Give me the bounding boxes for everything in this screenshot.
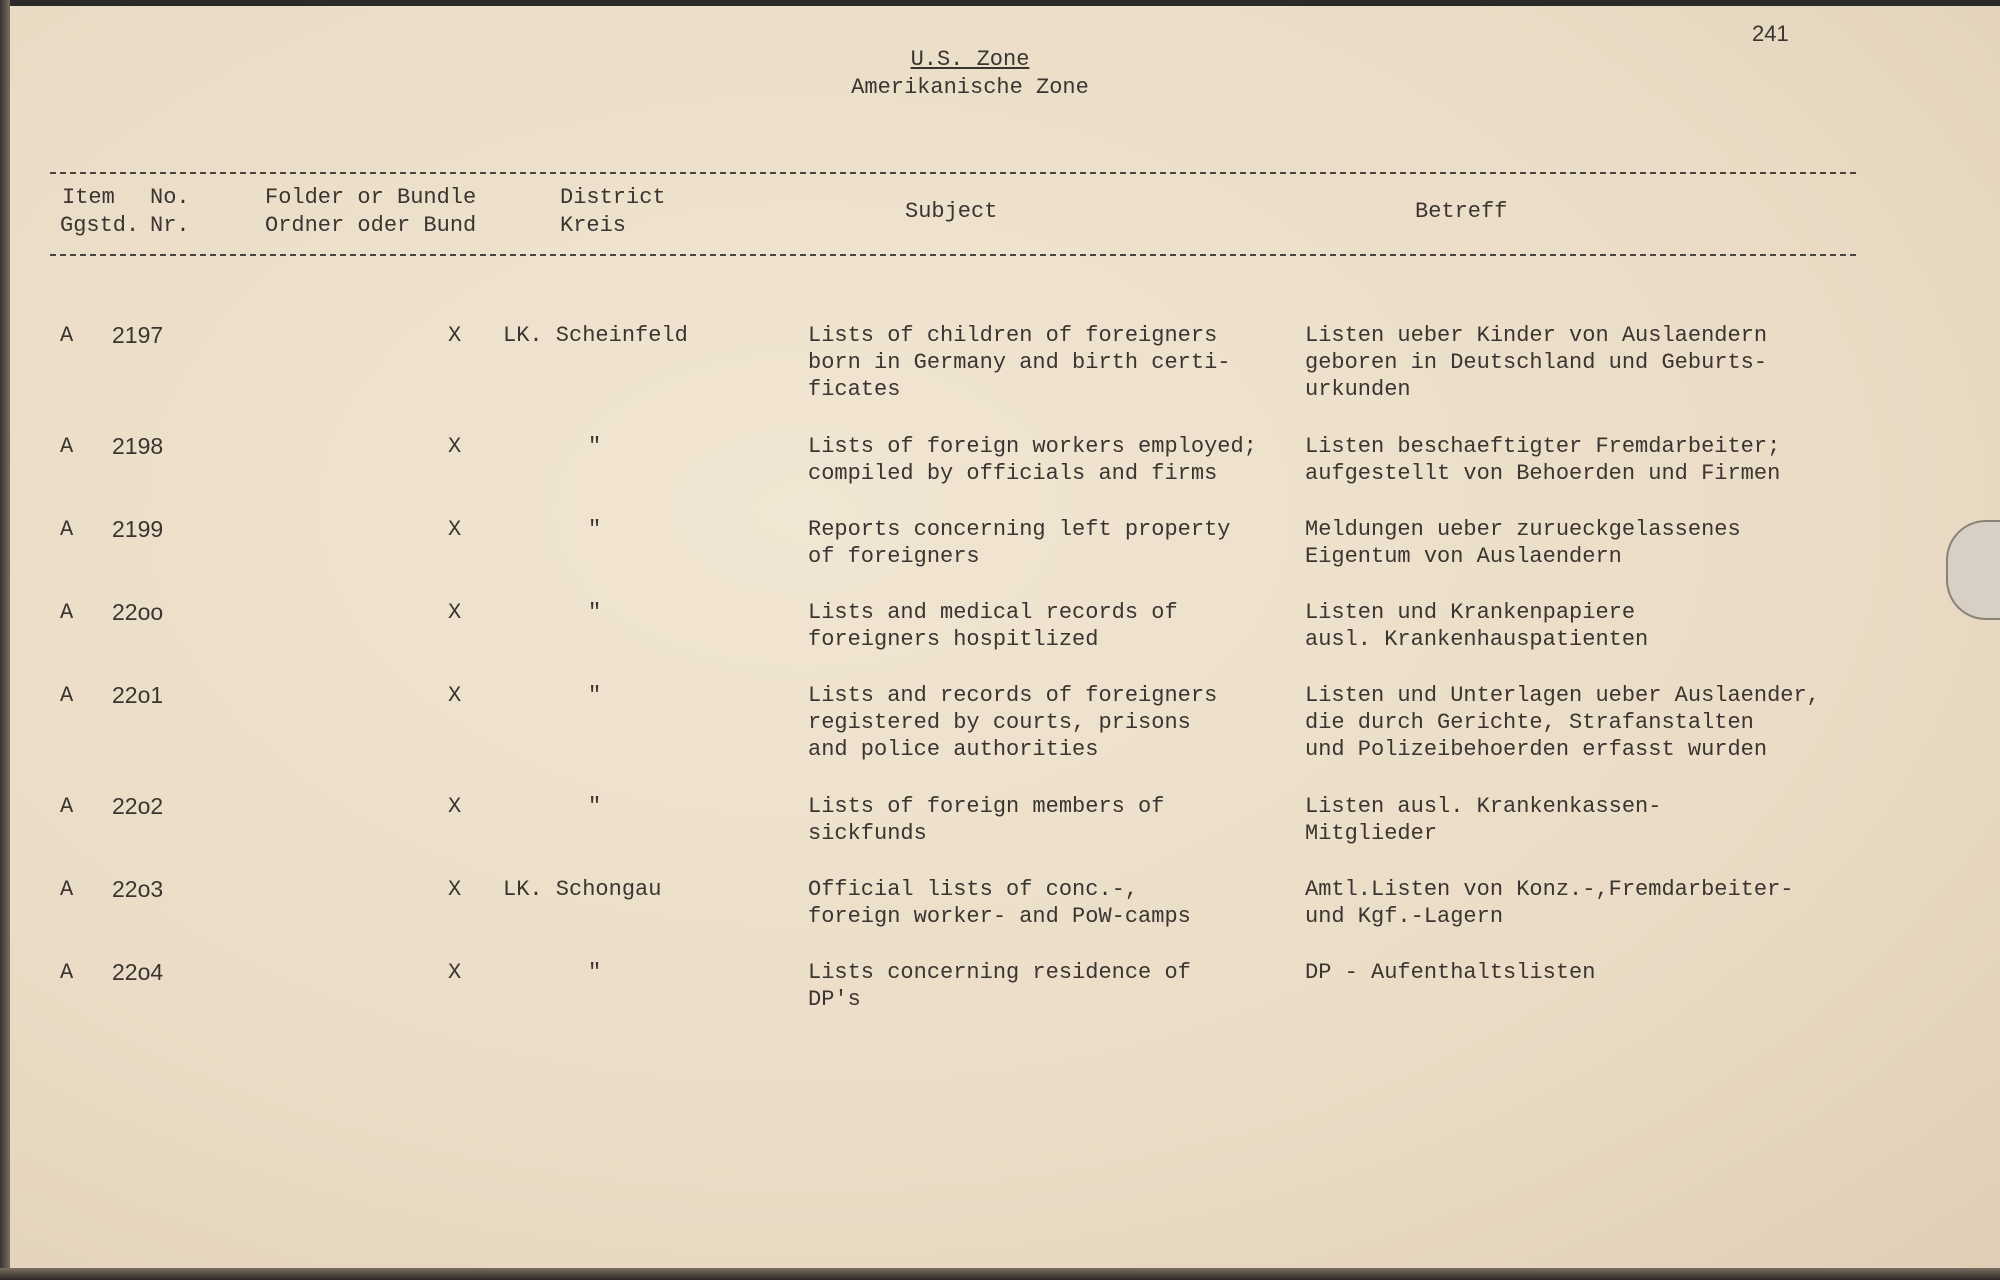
row-mark: X bbox=[448, 517, 462, 542]
row-item: A bbox=[60, 960, 74, 985]
row-mark: X bbox=[448, 323, 462, 348]
page-subtitle: Amerikanische Zone bbox=[851, 75, 1089, 100]
row-district: " bbox=[588, 794, 602, 819]
row-subject: Lists and medical records of foreigners hospitlized bbox=[808, 600, 1178, 652]
row-betreff: Listen ausl. Krankenkassen- Mitglieder bbox=[1305, 794, 1662, 846]
row-item: A bbox=[60, 600, 74, 625]
row-mark: X bbox=[448, 600, 462, 625]
row-betreff: Listen und Unterlagen ueber Auslaender, die durch Gerichte, Strafanstalten und Polizeibehoerden erfasst wurden bbox=[1305, 683, 1820, 762]
row-item: A bbox=[60, 683, 74, 708]
row-betreff: Listen ueber Kinder von Auslaendern geboren in Deutschland und Geburts- urkunden bbox=[1305, 323, 1768, 402]
header-item: Item bbox=[62, 185, 115, 210]
row-mark: X bbox=[448, 960, 462, 985]
row-subject: Official lists of conc.-, foreign worker- and PoW-camps bbox=[808, 877, 1191, 929]
row-subject: Lists of foreign workers employed; compiled by officials and firms bbox=[808, 434, 1257, 486]
row-mark: X bbox=[448, 683, 462, 708]
row-number: 22o3 bbox=[112, 876, 164, 902]
header-district-de: Kreis bbox=[560, 213, 627, 238]
row-district: " bbox=[588, 683, 602, 708]
row-mark: X bbox=[448, 434, 462, 459]
header-folder-de: Ordner oder Bund bbox=[265, 213, 477, 238]
row-district: " bbox=[588, 600, 602, 625]
row-mark: X bbox=[448, 877, 462, 902]
page-tab-marker bbox=[1946, 520, 2000, 620]
row-number: 2199 bbox=[112, 516, 164, 542]
row-number: 22oo bbox=[112, 599, 164, 625]
header-folder-en: Folder or Bundle bbox=[265, 185, 477, 210]
header-ggstd: Ggstd. bbox=[60, 213, 140, 238]
row-subject: Lists of foreign members of sickfunds bbox=[808, 794, 1165, 846]
page-bottom-edge bbox=[0, 1268, 2000, 1280]
header-bottom-rule bbox=[50, 254, 1856, 256]
row-district: LK. Schongau bbox=[503, 877, 662, 902]
row-district: LK. Scheinfeld bbox=[503, 323, 688, 348]
header-subject: Subject bbox=[905, 199, 998, 224]
row-betreff: DP - Aufenthaltslisten bbox=[1305, 960, 1596, 985]
book-spine bbox=[0, 0, 10, 1280]
row-mark: X bbox=[448, 794, 462, 819]
header-district-en: District bbox=[560, 185, 666, 210]
row-number: 22o1 bbox=[112, 682, 164, 708]
row-betreff: Amtl.Listen von Konz.-,Fremdarbeiter- und Kgf.-Lagern bbox=[1305, 877, 1794, 929]
row-subject: Reports concerning left property of foreigners bbox=[808, 517, 1231, 569]
row-item: A bbox=[60, 877, 74, 902]
header-nr: Nr. bbox=[150, 213, 190, 238]
row-item: A bbox=[60, 517, 74, 542]
row-district: " bbox=[588, 517, 602, 542]
row-number: 2197 bbox=[112, 322, 164, 348]
row-item: A bbox=[60, 794, 74, 819]
page-number: 241 bbox=[1752, 21, 1789, 46]
row-betreff: Listen und Krankenpapiere ausl. Krankenhauspatienten bbox=[1305, 600, 1649, 652]
row-item: A bbox=[60, 434, 74, 459]
row-subject: Lists concerning residence of DP's bbox=[808, 960, 1191, 1012]
header-no: No. bbox=[150, 185, 190, 210]
row-number: 2198 bbox=[112, 433, 164, 459]
header-top-rule bbox=[50, 172, 1856, 174]
row-betreff: Meldungen ueber zurueckgelassenes Eigentum von Auslaendern bbox=[1305, 517, 1741, 569]
row-number: 22o2 bbox=[112, 793, 164, 819]
row-betreff: Listen beschaeftigter Fremdarbeiter; aufgestellt von Behoerden und Firmen bbox=[1305, 434, 1781, 486]
row-subject: Lists and records of foreigners registered by courts, prisons and police authorities bbox=[808, 683, 1218, 762]
row-subject: Lists of children of foreigners born in Germany and birth certi- ficates bbox=[808, 323, 1231, 402]
page-title: U.S. Zone bbox=[910, 47, 1030, 72]
row-item: A bbox=[60, 323, 74, 348]
row-number: 22o4 bbox=[112, 959, 164, 985]
row-district: " bbox=[588, 434, 602, 459]
row-district: " bbox=[588, 960, 602, 985]
header-betreff: Betreff bbox=[1415, 199, 1508, 224]
